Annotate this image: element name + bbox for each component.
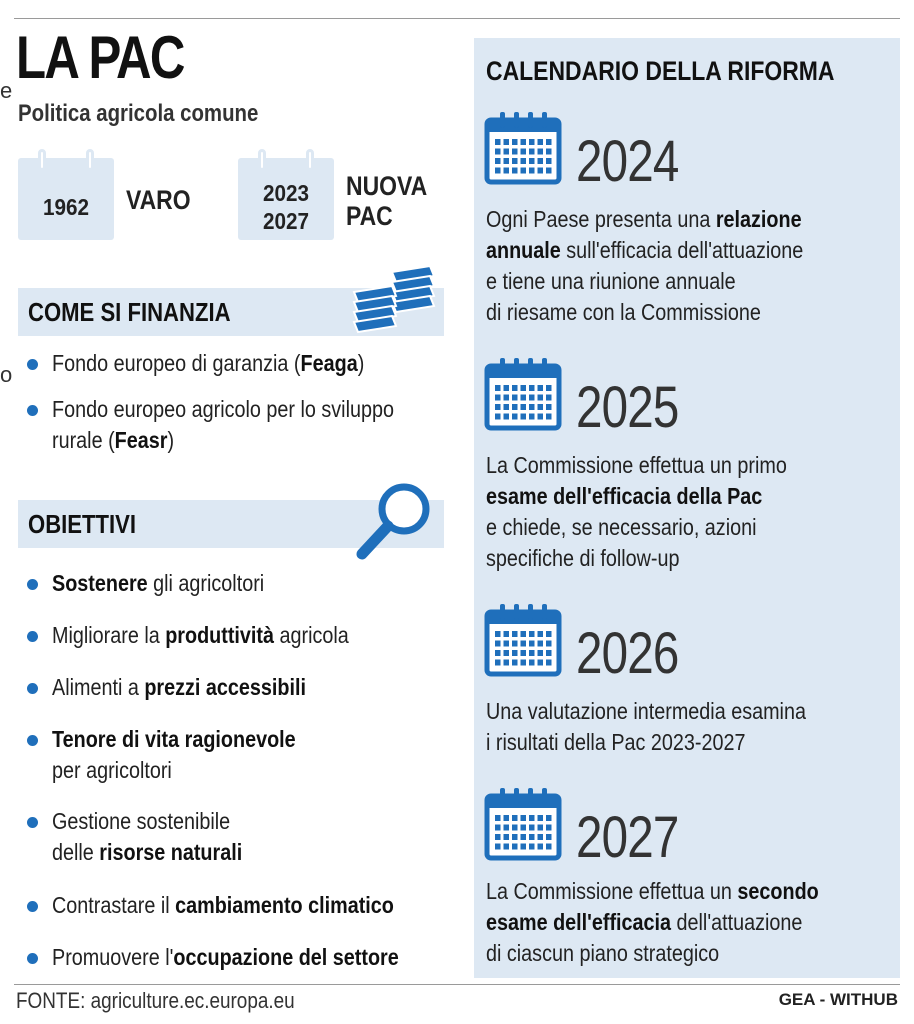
desc-line: di ciascun piano strategico [486,940,720,966]
year-2024: 2024 [576,129,679,194]
milestone-1962-card [18,158,114,240]
calendar-icon [484,356,562,432]
milestone-2023-2027-card [238,158,334,240]
calendar-ring [38,149,46,171]
milestone-year-end: 2027 [262,208,310,234]
year-2025: 2025 [576,375,679,440]
bullet-dot [27,901,38,912]
calendar-ring [86,149,94,171]
milestone-label-pac: PAC [346,201,393,231]
objective-item-text: Gestione sostenibile [52,808,231,834]
financing-item-text: Fondo europeo agricolo per lo sviluppo [52,396,394,422]
bottom-rule [14,984,900,985]
year-2027: 2027 [576,805,679,870]
top-rule [14,18,900,19]
money-stack-icon [352,266,436,340]
objective-item-text: Promuovere l'occupazione del settore [52,944,399,970]
financing-item-text: Fondo europeo di garanzia (Feaga) [52,350,365,376]
desc-line: e tiene una riunione annuale [486,268,736,294]
credit: GEA - WITHUB [778,990,898,1009]
objective-item-text: Migliorare la produttività agricola [52,622,349,648]
calendar-icon [484,110,562,186]
year-2024-desc [486,204,803,328]
objective-item-text: Tenore di vita ragionevole [52,726,296,752]
year-2026-desc [486,696,806,758]
desc-line: di riesame con la Commissione [486,299,761,325]
calendar-icon [484,786,562,862]
desc-line: esame dell'efficacia della Pac [486,483,763,509]
objective-item-text: Sostenere gli agricoltori [52,570,265,596]
desc-line: specifiche di follow-up [486,545,680,571]
objective-item-text: Contrastare il cambiamento climatico [52,892,394,918]
desc-line: i risultati della Pac 2023-2027 [486,729,746,755]
calendar-heading: CALENDARIO DELLA RIFORMA [486,56,835,86]
objective-item-text: Alimenti a prezzi accessibili [52,674,306,700]
objective-item-text: delle risorse naturali [52,839,243,865]
milestone-label-varo: VARO [126,185,191,215]
source-note: FONTE: agriculture.ec.europa.eu [16,988,295,1013]
desc-line: La Commissione effettua un secondo [486,878,819,904]
calendar-icon [484,602,562,678]
calendar-ring [306,149,314,171]
milestone-label-nuova: NUOVA [346,171,428,201]
main-title: LA PAC [16,24,184,91]
year-2026: 2026 [576,621,679,686]
financing-heading: COME SI FINANZIA [28,297,231,327]
edge-fragment: e [0,78,13,103]
milestone-year: 1962 [42,194,90,220]
desc-line: Ogni Paese presenta una relazione [486,206,802,232]
desc-line: esame dell'efficacia dell'attuazione [486,909,803,935]
desc-line: e chiede, se necessario, azioni [486,514,757,540]
objective-item-text: per agricoltori [52,757,172,783]
reform-calendar-panel [474,38,900,978]
calendar-ring [258,149,266,171]
year-2027-desc [486,876,819,969]
bullet-dot [27,683,38,694]
bullet-dot [27,359,38,370]
desc-line: annuale sull'efficacia dell'attuazione [486,237,804,263]
desc-line: Una valutazione intermedia esamina [486,698,806,724]
magnifier-icon [352,480,434,564]
bullet-dot [27,735,38,746]
financing-item-text: rurale (Feasr) [52,427,175,453]
objectives-heading: OBIETTIVI [28,509,137,539]
subtitle: Politica agricola comune [18,100,259,127]
bullet-dot [27,817,38,828]
bullet-dot [27,405,38,416]
bullet-dot [27,579,38,590]
year-2025-desc [486,450,787,574]
edge-fragment: o [0,362,13,387]
milestone-year-start: 2023 [262,180,310,206]
bullet-dot [27,953,38,964]
desc-line: La Commissione effettua un primo [486,452,787,478]
bullet-dot [27,631,38,642]
